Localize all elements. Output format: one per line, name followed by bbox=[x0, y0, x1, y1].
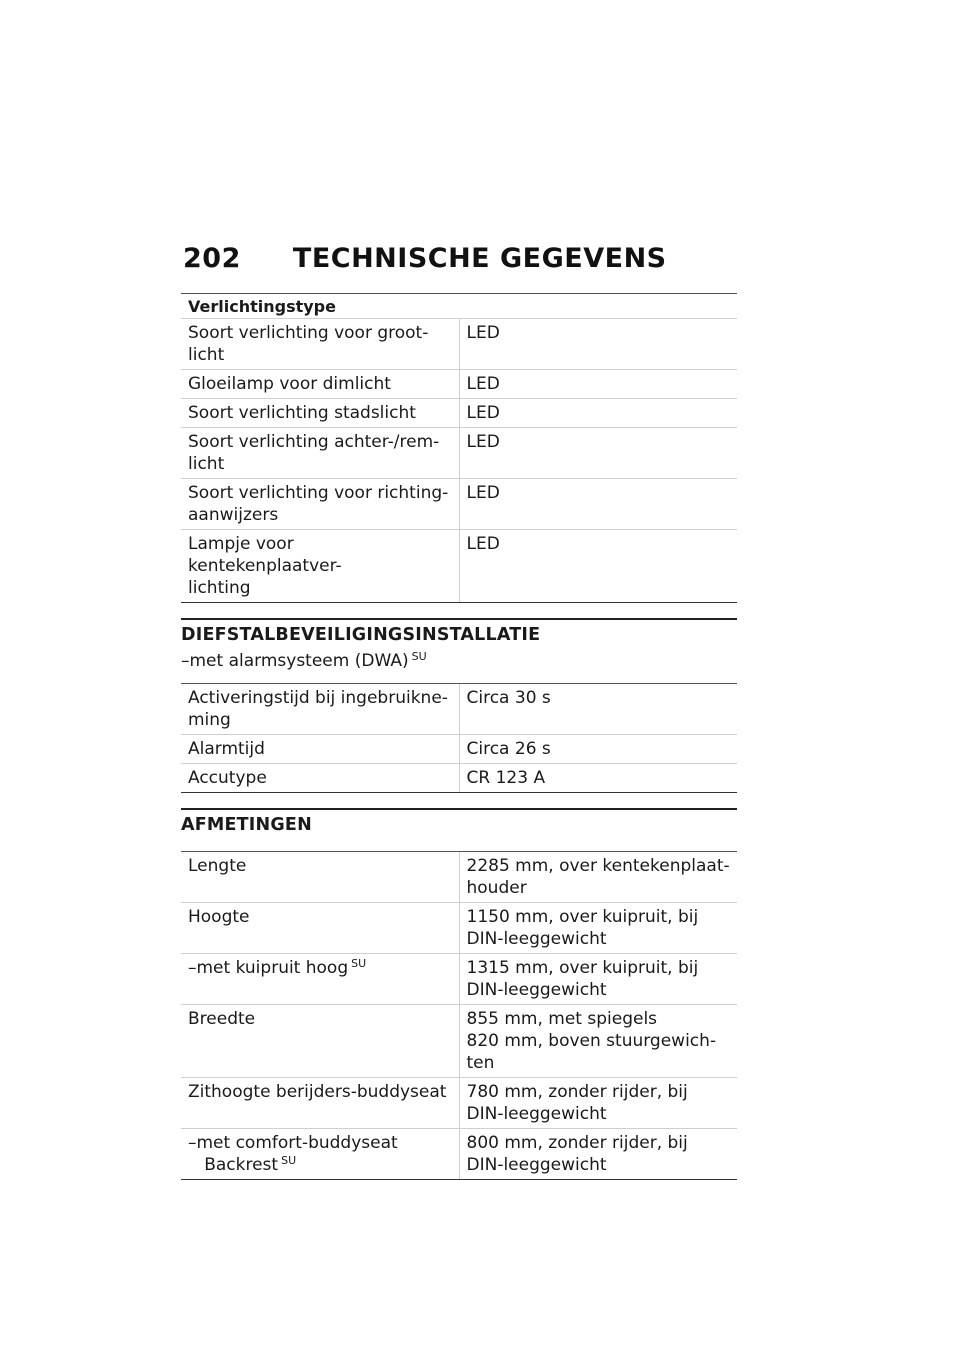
row-label: Hoogte bbox=[181, 903, 459, 954]
row-label: Alarmtijd bbox=[181, 735, 459, 764]
table-row bbox=[181, 479, 737, 530]
lighting-table-title: Verlichtingstype bbox=[181, 293, 737, 319]
antitheft-note bbox=[181, 651, 737, 671]
page-number: 202 bbox=[183, 243, 241, 274]
table-row bbox=[181, 530, 737, 603]
row-label: Activeringstijd bij ingebruikne- ming bbox=[181, 684, 459, 735]
antitheft-table bbox=[181, 683, 737, 793]
row-label: Gloeilamp voor dimlicht bbox=[181, 370, 459, 399]
page-title: TECHNISCHE GEGEVENS bbox=[292, 243, 667, 274]
table-row bbox=[181, 684, 737, 735]
antitheft-section-title: DIEFSTALBEVEILIGINGSINSTALLATIE bbox=[181, 618, 737, 645]
row-value: LED bbox=[459, 428, 737, 479]
antitheft-note-text: –met alarmsysteem (DWA) bbox=[181, 651, 409, 671]
row-value: 780 mm, zonder rijder, bij DIN-leeggewicht bbox=[459, 1078, 737, 1129]
row-label: Lengte bbox=[181, 852, 459, 903]
row-value: Circa 26 s bbox=[459, 735, 737, 764]
table-row bbox=[181, 319, 737, 370]
row-label: Lampje voor kentekenplaatver- lichting bbox=[181, 530, 459, 603]
row-value: 855 mm, met spiegels 820 mm, boven stuurgewich- ten bbox=[459, 1005, 737, 1078]
row-label-text: –met kuipruit hoog bbox=[188, 958, 349, 978]
table-row bbox=[181, 399, 737, 428]
row-value: 2285 mm, over kentekenplaat- houder bbox=[459, 852, 737, 903]
row-value: CR 123 A bbox=[459, 764, 737, 793]
table-row bbox=[181, 954, 737, 1005]
table-row bbox=[181, 428, 737, 479]
row-label: Zithoogte berijders-buddyseat bbox=[181, 1078, 459, 1129]
row-label-sup: SU bbox=[281, 1154, 297, 1167]
table-row bbox=[181, 1005, 737, 1078]
dimensions-table bbox=[181, 851, 737, 1180]
row-label: Soort verlichting voor richting- aanwijzers bbox=[181, 479, 459, 530]
row-label: Soort verlichting voor groot- licht bbox=[181, 319, 459, 370]
row-value: Circa 30 s bbox=[459, 684, 737, 735]
table-row bbox=[181, 764, 737, 793]
row-label-text: –met comfort-buddyseat Backrest bbox=[188, 1133, 398, 1175]
dimensions-section-title: AFMETINGEN bbox=[181, 808, 737, 835]
row-value: LED bbox=[459, 530, 737, 603]
antitheft-note-sup: SU bbox=[411, 650, 427, 663]
row-value: LED bbox=[459, 370, 737, 399]
row-value: LED bbox=[459, 479, 737, 530]
row-value: 1315 mm, over kuipruit, bij DIN-leeggewicht bbox=[459, 954, 737, 1005]
row-label bbox=[181, 954, 459, 1005]
table-row bbox=[181, 735, 737, 764]
row-label-sup: SU bbox=[351, 957, 367, 970]
table-row bbox=[181, 852, 737, 903]
row-value: LED bbox=[459, 319, 737, 370]
row-label: Soort verlichting achter-/rem- licht bbox=[181, 428, 459, 479]
row-label: Soort verlichting stadslicht bbox=[181, 399, 459, 428]
row-value: 1150 mm, over kuipruit, bij DIN-leeggewicht bbox=[459, 903, 737, 954]
page-header bbox=[183, 243, 667, 274]
table-row bbox=[181, 370, 737, 399]
row-label: Breedte bbox=[181, 1005, 459, 1078]
table-row bbox=[181, 1078, 737, 1129]
content bbox=[181, 293, 737, 1180]
table-row bbox=[181, 1129, 737, 1180]
row-value: 800 mm, zonder rijder, bij DIN-leeggewicht bbox=[459, 1129, 737, 1180]
lighting-table bbox=[181, 319, 737, 603]
row-value: LED bbox=[459, 399, 737, 428]
table-row bbox=[181, 903, 737, 954]
row-label bbox=[181, 1129, 459, 1180]
row-label: Accutype bbox=[181, 764, 459, 793]
